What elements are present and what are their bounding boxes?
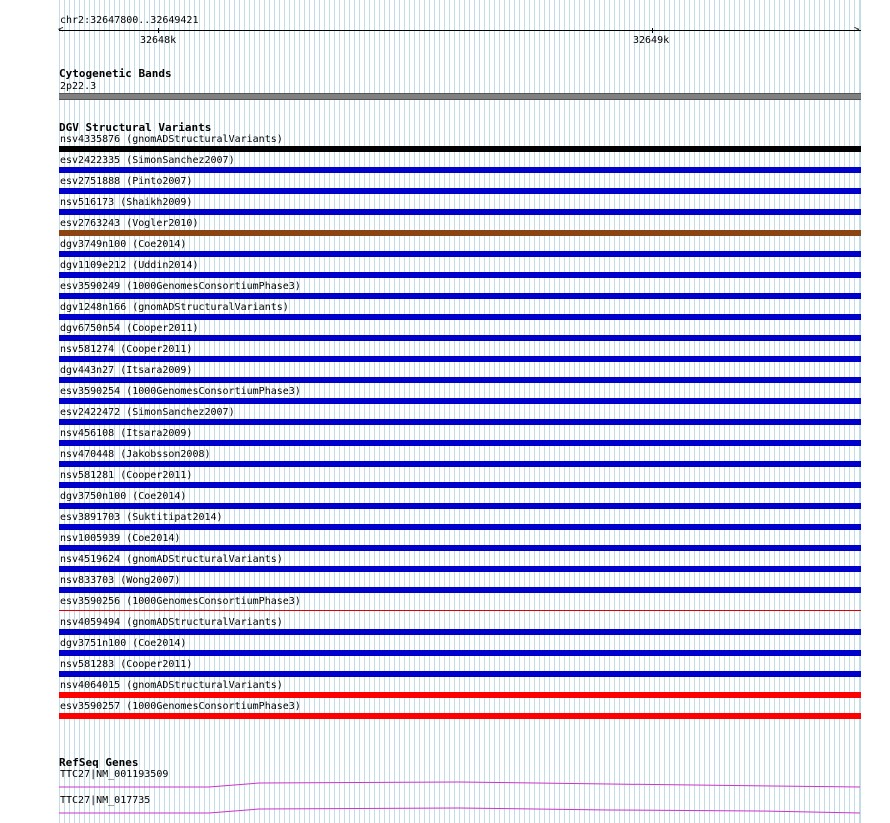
variant-bar[interactable] (59, 671, 861, 677)
variant-bar[interactable] (59, 398, 861, 404)
ruler-axis (59, 30, 861, 31)
ruler-tick-label: 32648k (140, 35, 177, 46)
variant-bar[interactable] (59, 545, 861, 551)
variant-label[interactable]: nsv4059494 (gnomADStructuralVariants) (60, 617, 283, 628)
variant-label[interactable]: nsv516173 (Shaikh2009) (60, 197, 193, 208)
variant-label[interactable]: esv3891703 (Suktitipat2014) (60, 512, 223, 523)
variant-label[interactable]: dgv1248n166 (gnomADStructuralVariants) (60, 302, 289, 313)
variant-bar[interactable] (59, 610, 861, 611)
variant-bar[interactable] (59, 167, 861, 173)
variant-label[interactable]: nsv4519624 (gnomADStructuralVariants) (60, 554, 283, 565)
variant-label[interactable]: dgv3749n100 (Coe2014) (60, 239, 187, 250)
variant-label[interactable]: nsv581281 (Cooper2011) (60, 470, 193, 481)
variant-label[interactable]: esv2751888 (Pinto2007) (60, 176, 193, 187)
variant-bar[interactable] (59, 209, 861, 215)
variant-bar[interactable] (59, 419, 861, 425)
variant-bar[interactable] (59, 629, 861, 635)
variant-label[interactable]: esv3590256 (1000GenomesConsortiumPhase3) (60, 596, 301, 607)
gene-label[interactable]: TTC27|NM_017735 (60, 795, 151, 806)
variant-bar[interactable] (59, 293, 861, 299)
scroll-left-arrow-icon[interactable]: < (58, 25, 64, 35)
variant-label[interactable]: esv3590257 (1000GenomesConsortiumPhase3) (60, 701, 301, 712)
dgv-track-title: DGV Structural Variants (59, 121, 212, 134)
variant-label[interactable]: esv2422335 (SimonSanchez2007) (60, 155, 235, 166)
variant-label[interactable]: nsv456108 (Itsara2009) (60, 428, 193, 439)
variant-bar[interactable] (59, 566, 861, 572)
variant-bar[interactable] (59, 650, 861, 656)
variant-bar[interactable] (59, 146, 861, 152)
variant-bar[interactable] (59, 188, 861, 194)
refseq-track-title: RefSeq Genes (59, 756, 139, 769)
variant-bar[interactable] (59, 440, 861, 446)
variant-bar[interactable] (59, 524, 861, 530)
variant-label[interactable]: nsv4335876 (gnomADStructuralVariants) (60, 134, 283, 145)
variant-bar[interactable] (59, 503, 861, 509)
variant-label[interactable]: esv2422472 (SimonSanchez2007) (60, 407, 235, 418)
variant-bar[interactable] (59, 356, 861, 362)
cytoband-label: 2p22.3 (60, 81, 97, 92)
variant-label[interactable]: nsv833703 (Wong2007) (60, 575, 181, 586)
variant-label[interactable]: dgv3750n100 (Coe2014) (60, 491, 187, 502)
track-area-right-edge (860, 0, 861, 823)
variant-label[interactable]: nsv581283 (Cooper2011) (60, 659, 193, 670)
variant-bar[interactable] (59, 587, 861, 593)
ruler-major-tick (158, 28, 159, 33)
variant-label[interactable]: dgv3751n100 (Coe2014) (60, 638, 187, 649)
gene-model-ttc27-nm-001193509[interactable] (59, 779, 861, 789)
cytoband-track-title: Cytogenetic Bands (59, 67, 172, 80)
variant-bar[interactable] (59, 461, 861, 467)
variant-label[interactable]: dgv443n27 (Itsara2009) (60, 365, 193, 376)
ruler-major-tick (652, 28, 653, 33)
gene-model-ttc27-nm-017735[interactable] (59, 805, 861, 815)
variant-label[interactable]: nsv581274 (Cooper2011) (60, 344, 193, 355)
variant-label[interactable]: nsv470448 (Jakobsson2008) (60, 449, 211, 460)
variant-label[interactable]: nsv1005939 (Coe2014) (60, 533, 181, 544)
variant-label[interactable]: dgv1109e212 (Uddin2014) (60, 260, 199, 271)
variant-label[interactable]: esv3590254 (1000GenomesConsortiumPhase3) (60, 386, 301, 397)
ruler-tick-label: 32649k (633, 35, 670, 46)
variant-bar[interactable] (59, 314, 861, 320)
ruler-range-label: chr2:32647800..32649421 (60, 15, 199, 26)
variant-bar[interactable] (59, 230, 861, 236)
variant-bar[interactable] (59, 272, 861, 278)
variant-bar[interactable] (59, 335, 861, 341)
variant-label[interactable]: nsv4064015 (gnomADStructuralVariants) (60, 680, 283, 691)
variant-label[interactable]: dgv6750n54 (Cooper2011) (60, 323, 199, 334)
variant-label[interactable]: esv2763243 (Vogler2010) (60, 218, 199, 229)
variant-bar[interactable] (59, 482, 861, 488)
variant-label[interactable]: esv3590249 (1000GenomesConsortiumPhase3) (60, 281, 301, 292)
scroll-right-arrow-icon[interactable]: > (854, 25, 860, 35)
variant-bar[interactable] (59, 377, 861, 383)
variant-bar[interactable] (59, 251, 861, 257)
variant-bar[interactable] (59, 713, 861, 719)
variant-bar[interactable] (59, 692, 861, 698)
cytoband-bar[interactable] (59, 93, 861, 100)
gene-label[interactable]: TTC27|NM_001193509 (60, 769, 169, 780)
